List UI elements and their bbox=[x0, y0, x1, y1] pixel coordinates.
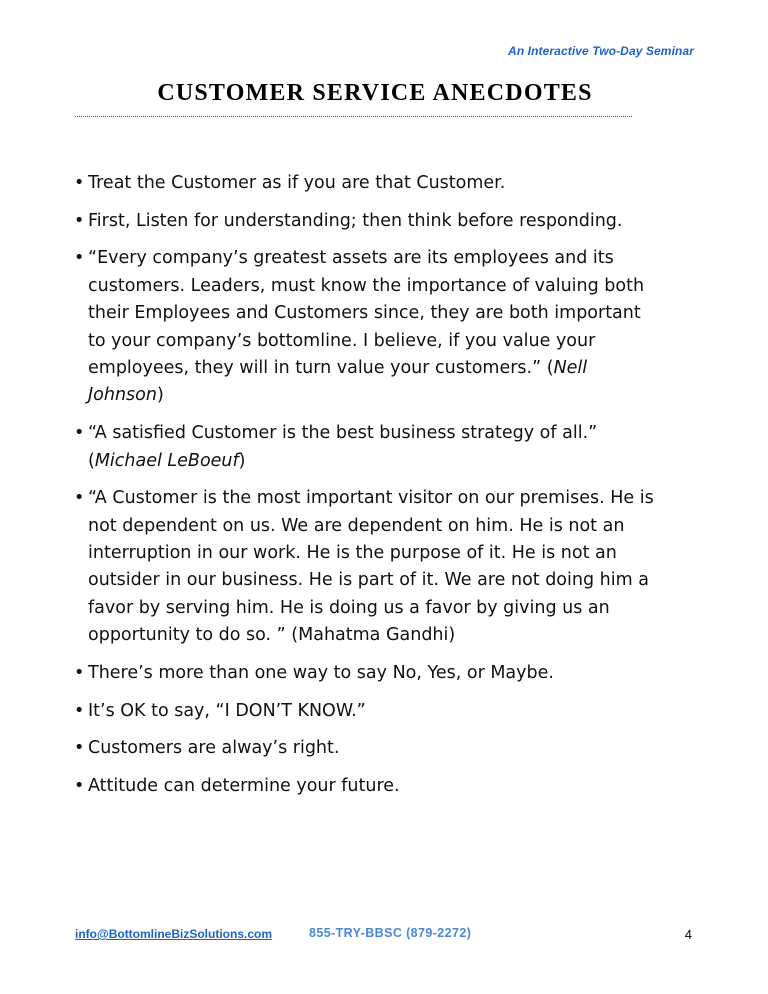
quote-author: Michael LeBoeuf bbox=[94, 450, 239, 471]
page-title: CUSTOMER SERVICE ANECDOTES bbox=[157, 80, 593, 106]
bullet-text-tail: ) bbox=[156, 385, 164, 406]
list-item bbox=[74, 208, 654, 235]
list-item bbox=[74, 698, 654, 725]
list-item bbox=[74, 245, 654, 409]
email-link[interactable]: info@BottomlineBizSolutions.com bbox=[75, 927, 273, 941]
seminar-tagline: An Interactive Two-Day Seminar bbox=[508, 44, 694, 58]
bullet-text: “Every company’s greatest assets are its employees and its customers. Leaders, must know the importance of valuing both their Employees and Customers since, they are both important to your company’s bottomline. I believe, if you value your employees, they will in turn value your customers.” ( bbox=[88, 248, 645, 379]
phone-number: 855-TRY-BBSC (879-2272) bbox=[309, 926, 472, 940]
bullet-text: There’s more than one way to say No, Yes, or Maybe. bbox=[88, 662, 554, 683]
bullet-text: Customers are alway’s right. bbox=[88, 738, 340, 759]
list-item bbox=[74, 170, 654, 197]
list-item bbox=[74, 660, 654, 687]
list-item bbox=[74, 485, 654, 649]
title-divider bbox=[75, 116, 632, 117]
bullet-text: Attitude can determine your future. bbox=[88, 776, 400, 797]
list-item bbox=[74, 420, 654, 475]
bullet-text-tail: ) bbox=[238, 450, 246, 471]
list-item bbox=[74, 773, 654, 800]
bullet-text: First, Listen for understanding; then think before responding. bbox=[88, 210, 623, 231]
bullet-text: “A Customer is the most important visitor on our premises. He is not dependent on us. We are dependent on him. He is not an interruption in our work. He is the purpose of it. He is not an outsider in our business. He is part of it. We are not doing him a favor by serving him. He is doing us a favor by giving us an opportunity to do so. ” (Mahatma Gandhi) bbox=[88, 488, 654, 646]
bullet-text: “A satisfied Customer is the best business strategy of all.” ( bbox=[88, 423, 598, 471]
bullet-text: It’s OK to say, “I DON’T KNOW.” bbox=[88, 700, 366, 721]
list-item bbox=[74, 735, 654, 762]
quote-author: Nell Johnson bbox=[88, 358, 588, 406]
anecdote-list bbox=[74, 170, 654, 811]
bullet-text: Treat the Customer as if you are that Customer. bbox=[88, 173, 506, 193]
page-number: 4 bbox=[684, 927, 692, 942]
